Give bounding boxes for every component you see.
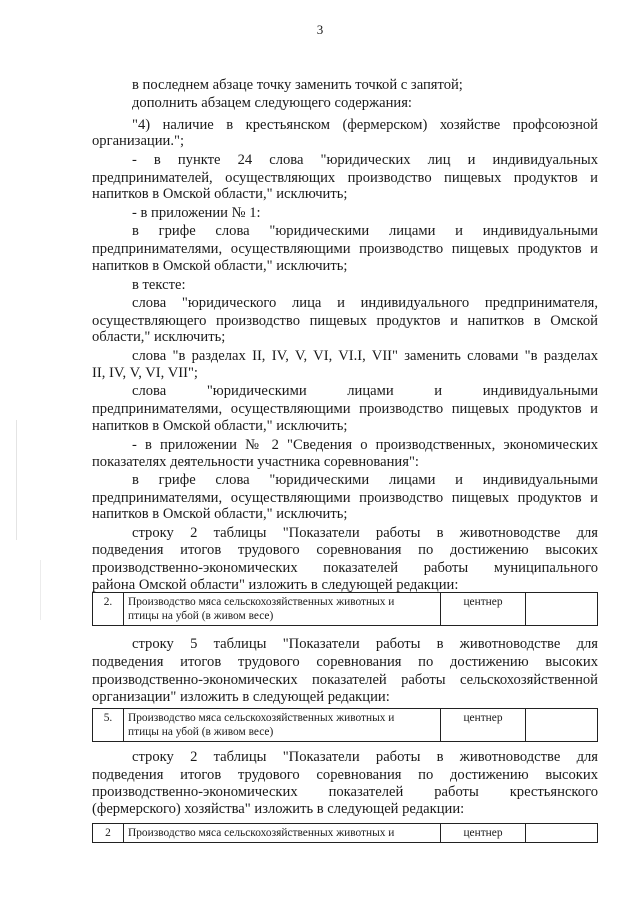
text-line: напитков в Омской области," исключить; [92, 258, 348, 274]
text-line: организации."; [92, 133, 185, 149]
row-value [526, 824, 598, 843]
text-line: строку 2 таблицы "Показатели работы в животноводстве для [132, 525, 598, 541]
table-row-edit-3 [92, 823, 598, 843]
text-line: "4) наличие в крестьянском (фермерском) хозяйстве профсоюзной [132, 117, 598, 133]
indicator-line: птицы на убой (в живом весе) [128, 726, 274, 738]
text-line: II, IV, V, VI, VII"; [92, 365, 198, 381]
text-line: слова "в разделах II, IV, V, VI, VI.I, VII" заменить словами "в разделах [132, 348, 598, 364]
text-line: в тексте: [132, 277, 186, 293]
text-line: напитков в Омской области," исключить; [92, 506, 348, 522]
text-line: в последнем абзаце точку заменить точкой с запятой; [132, 77, 463, 93]
row-value [526, 709, 598, 742]
text-line: предпринимателями, осуществляющими производство пищевых продуктов и [92, 401, 598, 417]
text-line: подведения итогов трудового соревнования по достижению высоких [92, 767, 598, 783]
text-line: осуществляющего производство пищевых продуктов и напитков в Омской [92, 313, 598, 329]
text-line: слова "юридического лица и индивидуального предпринимателя, [132, 295, 598, 311]
text-line: области," исключить; [92, 329, 226, 345]
text-line: - в пункте 24 слова "юридических лиц и индивидуальных [132, 152, 598, 168]
text-line: подведения итогов трудового соревнования по достижению высоких [92, 542, 598, 558]
text-line: в грифе слова "юридическими лицами и индивидуальными [132, 472, 598, 488]
row-unit: центнер [441, 593, 526, 626]
row-indicator [124, 709, 441, 742]
text-line: - в приложении № 2 "Сведения о производственных, экономических [132, 437, 598, 453]
page-number: 3 [316, 22, 324, 37]
text-line: производственно-экономических показателей работы крестьянского [92, 784, 598, 800]
text-line: дополнить абзацем следующего содержания: [132, 95, 412, 111]
text-line: производственно-экономических показателей работы муниципального [92, 560, 598, 576]
row-unit: центнер [441, 709, 526, 742]
text-line: показателях деятельности участника соревнования": [92, 454, 419, 470]
text-line: слова "юридическими лицами и индивидуальными [132, 383, 598, 399]
row-number: 2. [93, 593, 124, 626]
scan-edge-mark [40, 560, 41, 620]
text-line: в грифе слова "юридическими лицами и индивидуальными [132, 223, 598, 239]
scan-edge-mark [16, 420, 17, 540]
text-line: строку 5 таблицы "Показатели работы в животноводстве для [132, 636, 598, 652]
row-value [526, 593, 598, 626]
text-line: организации" изложить в следующей редакции: [92, 689, 390, 705]
text-line: подведения итогов трудового соревнования по достижению высоких [92, 654, 598, 670]
text-line: (фермерского) хозяйства" изложить в следующей редакции: [92, 801, 465, 817]
text-line: - в приложении № 1: [132, 205, 261, 221]
text-line: строку 2 таблицы "Показатели работы в животноводстве для [132, 749, 598, 765]
indicator-line: Производство мяса сельскохозяйственных животных и [128, 596, 395, 608]
text-line: напитков в Омской области," исключить; [92, 418, 348, 434]
row-unit: центнер [441, 824, 526, 843]
indicator-line: Производство мяса сельскохозяйственных животных и [128, 827, 395, 839]
row-number: 5. [93, 709, 124, 742]
table-row-edit-1 [92, 592, 598, 626]
indicator-line: птицы на убой (в живом весе) [128, 610, 274, 622]
indicator-line: Производство мяса сельскохозяйственных животных и [128, 712, 395, 724]
text-line: предпринимателей, осуществляющих производство пищевых продуктов и [92, 170, 598, 186]
table-row-edit-2 [92, 708, 598, 742]
text-line: напитков в Омской области," исключить; [92, 186, 348, 202]
text-line: предпринимателями, осуществляющими производство пищевых продуктов и [92, 490, 598, 506]
text-line: производственно-экономических показателей работы сельскохозяйственной [92, 672, 598, 688]
row-indicator [124, 593, 441, 626]
text-line: района Омской области" изложить в следующей редакции: [92, 577, 459, 593]
row-number: 2 [93, 824, 124, 843]
row-indicator [124, 824, 441, 843]
text-line: предпринимателями, осуществляющими производство пищевых продуктов и [92, 241, 598, 257]
